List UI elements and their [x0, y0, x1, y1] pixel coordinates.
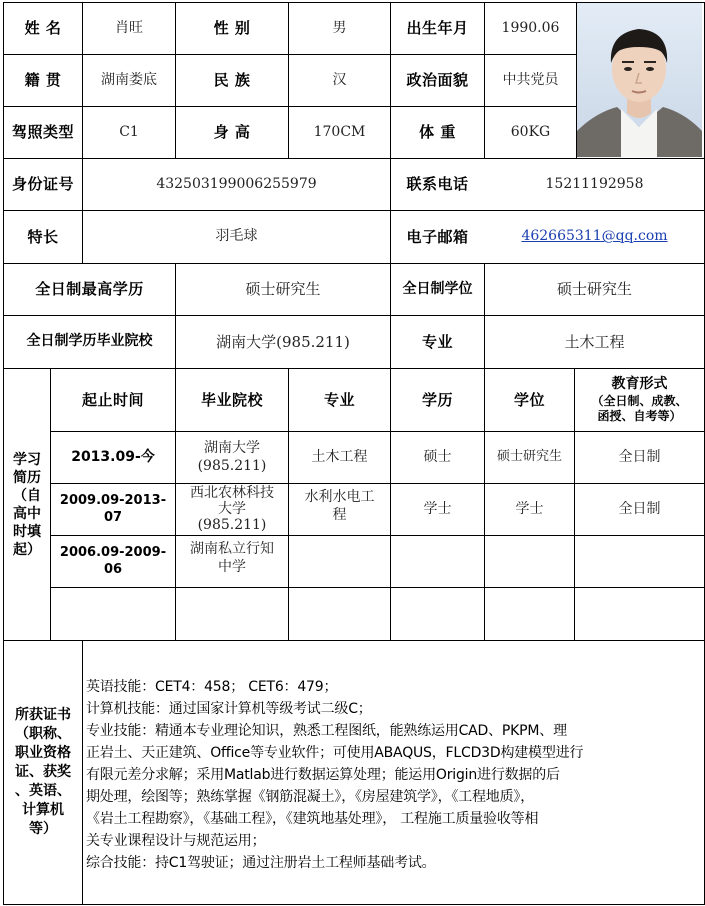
profile-photo: [577, 3, 702, 157]
col-header-major: 专业: [323, 390, 355, 409]
cert-side-line: （职称、: [15, 726, 71, 742]
email-label: 电子邮箱: [406, 227, 469, 246]
political-value: 中共党员: [502, 71, 559, 88]
weight-value: 60KG: [510, 123, 551, 140]
history-side-line: （自: [13, 487, 41, 504]
cert-line: 专业技能：精通本专业理论知识，熟悉工程图纸，能熟练运用CAD、PKPM、理: [86, 723, 567, 739]
major-label: 专业: [421, 332, 453, 351]
grid-line: [3, 904, 705, 905]
history-side-line: 时填: [13, 523, 41, 540]
history-school: [176, 536, 288, 587]
grid-line: [50, 587, 705, 588]
cert-line: 有限元差分求解；采用Matlab进行数据运算处理；能运用Origin进行数据的后: [86, 767, 560, 783]
col-header-school: 毕业院校: [200, 390, 263, 409]
phone-label: 联系电话: [406, 175, 469, 194]
period-line: 06: [103, 561, 123, 577]
highest-edu-label: 全日制最高学历: [35, 280, 144, 299]
height-label: 身 高: [213, 123, 251, 142]
phone-value: 15211192958: [545, 175, 644, 192]
school-line: (985.211): [197, 517, 267, 533]
history-side-line: 简历: [13, 469, 41, 486]
major-line: 水利水电工: [304, 489, 375, 505]
school-line: 湖南私立行知: [190, 541, 274, 557]
ethnic-label: 民 族: [213, 71, 251, 90]
period-line: 2009.09-2013-: [59, 493, 167, 509]
cert-line: 正岩土、天正建筑、Office等专业软件；可使用ABAQUS，FLCD3D构建模型进行: [86, 745, 584, 761]
height-value: 170CM: [313, 123, 366, 140]
history-period: 2013.09-今: [71, 448, 155, 465]
cert-line: 关专业课程设计与规范运用；: [86, 833, 266, 849]
school-label: 全日制学历毕业院校: [26, 333, 153, 350]
major-line: 程: [332, 507, 347, 523]
school-line: (985.211): [197, 457, 267, 474]
political-label: 政治面貌: [406, 71, 469, 90]
weight-label: 体 重: [419, 123, 456, 142]
degree-value: 硕士研究生: [556, 280, 632, 299]
name-label: 姓 名: [24, 19, 62, 38]
history-level: 学士: [423, 500, 452, 517]
form-sub: （全日制、成教、: [591, 393, 688, 408]
grid-line: [82, 640, 83, 905]
history-form: 全日制: [618, 448, 661, 465]
gender-label: 性 别: [213, 19, 251, 38]
cert-side-line: 等）: [29, 821, 57, 837]
history-major: [289, 484, 390, 535]
cert-line: 综合技能：持C1驾驶证；通过注册岩土工程师基础考试。: [86, 855, 436, 871]
name-value: 肖旺: [115, 19, 143, 36]
history-form: 全日制: [618, 500, 661, 517]
cert-side-line: 职业资格: [15, 745, 71, 761]
history-side-label: [4, 369, 50, 640]
history-level: 硕士: [423, 448, 452, 465]
cert-side-line: 所获证书: [15, 707, 71, 723]
email-cell: [485, 211, 704, 263]
school-value: 湖南大学(985.211): [216, 332, 350, 351]
col-header-degree: 学位: [513, 390, 545, 409]
birth-value: 1990.06: [501, 19, 560, 36]
school-line: 中学: [218, 559, 246, 575]
history-school: [176, 484, 288, 535]
major-value: 土木工程: [564, 332, 625, 351]
history-degree: 学士: [515, 500, 544, 517]
birth-label: 出生年月: [406, 19, 469, 38]
cert-side-line: 证、获奖: [15, 764, 71, 780]
col-header-form: [575, 369, 704, 431]
skill-label: 特长: [27, 227, 59, 246]
certificates-side-label: [4, 641, 82, 904]
cert-line: 期处理，绘图等；熟练掌握《钢筋混凝土》，《房屋建筑学》，《工程地质》，: [86, 789, 534, 805]
gender-value: 男: [332, 19, 347, 36]
cert-line: 《岩土工程勘察》，《基础工程》，《建筑地基处理》， 工程施工质量验收等相: [86, 811, 539, 827]
id-value: 432503199006255979: [156, 175, 317, 192]
history-side-line: 高中: [13, 505, 41, 522]
form-sub: 函授、自考等）: [597, 408, 682, 423]
history-degree: 硕士研究生: [496, 449, 562, 465]
history-side-line: 起）: [13, 541, 41, 558]
cert-line: 计算机技能：通过国家计算机等级考试二级C；: [86, 701, 372, 717]
email-link[interactable]: 462665311@qq.com: [521, 228, 668, 245]
highest-edu-value: 硕士研究生: [245, 280, 321, 299]
col-header-level: 学历: [421, 390, 453, 409]
school-line: 湖南大学: [204, 440, 260, 456]
license-value: C1: [119, 123, 139, 140]
history-side-line: 学习: [13, 451, 41, 468]
cert-line: 英语技能：CET4：458； CET6：479；: [86, 679, 338, 695]
history-period: [51, 484, 175, 535]
certificates-text: [86, 676, 702, 874]
history-major: 土木工程: [311, 448, 368, 465]
id-label: 身份证号: [11, 175, 74, 194]
degree-label: 全日制学位: [402, 280, 473, 297]
form-title: 教育形式: [611, 376, 668, 393]
ethnic-value: 汉: [332, 71, 347, 88]
history-school: [176, 432, 288, 483]
period-line: 07: [103, 509, 123, 525]
cert-side-line: 计算机: [22, 802, 64, 818]
period-line: 2006.09-2009-: [59, 545, 167, 561]
native-value: 湖南娄底: [101, 71, 157, 88]
cert-side-line: 、英语、: [15, 783, 71, 799]
skill-value: 羽毛球: [215, 228, 258, 245]
history-period: [51, 536, 175, 587]
col-header-period: 起止时间: [81, 390, 144, 409]
grid-line: [3, 640, 705, 641]
school-line: 大学: [218, 501, 246, 517]
native-label: 籍 贯: [24, 71, 62, 90]
license-label: 驾照类型: [11, 123, 74, 142]
school-line: 西北农林科技: [190, 485, 274, 501]
